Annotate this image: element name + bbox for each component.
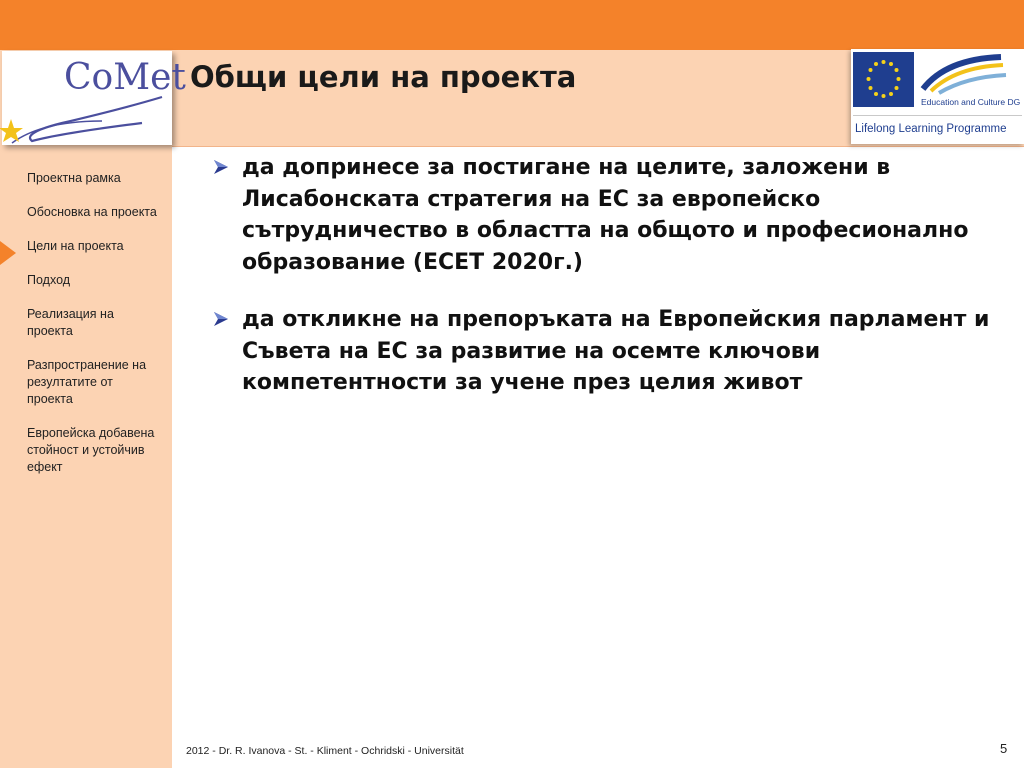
bullet-text: да допринесе за постигане на целите, заложени в Лисабонската стратегия на ЕС за европейско сътрудничество в областта на общото и професионално образование (ЕСЕТ 2020г.) bbox=[242, 155, 969, 275]
slide-content bbox=[212, 152, 1002, 425]
sidebar-item-label: Цели на проекта bbox=[27, 239, 124, 253]
sidebar-item-project-goals[interactable] bbox=[0, 238, 172, 255]
sidebar-item-rationale[interactable] bbox=[0, 204, 172, 221]
header-divider bbox=[172, 146, 1024, 147]
sidebar-item-approach[interactable] bbox=[0, 272, 172, 289]
dg-text: Education and Culture DG bbox=[921, 97, 1021, 107]
slide-title: Общи цели на проекта bbox=[190, 60, 577, 94]
arrow-bullet-icon bbox=[212, 158, 230, 176]
bullet-item bbox=[212, 152, 1002, 278]
bullet-text: да откликне на препоръката на Европейския парламент и Съвета на ЕС за развитие на осемте ключови компетентности за учене през целия живот bbox=[242, 307, 990, 395]
top-orange-bar bbox=[0, 0, 1024, 50]
sidebar-item-dissemination[interactable] bbox=[0, 357, 172, 408]
sidebar-item-label: Проектна рамка bbox=[27, 171, 121, 185]
active-arrow-icon bbox=[0, 241, 16, 265]
sidebar-item-label: Обосновка на проекта bbox=[27, 205, 157, 219]
sidebar-item-label: Подход bbox=[27, 273, 71, 287]
arrow-bullet-icon bbox=[212, 310, 230, 328]
programme-text: Lifelong Learning Programme bbox=[855, 123, 1007, 135]
sidebar-item-project-framework[interactable] bbox=[0, 170, 172, 187]
page-number: 5 bbox=[1000, 741, 1008, 756]
sidebar-nav bbox=[0, 170, 172, 476]
footer-text: 2012 - Dr. R. Ivanova - St. - Kliment - Ochridski - Universität bbox=[186, 745, 464, 757]
sidebar-item-label: Европейска добавена стойност и устойчив ефект bbox=[27, 426, 155, 474]
bullet-item bbox=[212, 304, 1002, 399]
comet-logo-text: CoMet bbox=[64, 57, 186, 98]
sidebar-item-implementation[interactable] bbox=[0, 306, 172, 340]
sidebar-item-label: Реализация на проекта bbox=[27, 307, 114, 338]
sidebar-item-european-value[interactable] bbox=[0, 425, 172, 476]
sidebar-item-label: Разпространение на резултатите от проекта bbox=[27, 358, 147, 406]
comet-logo bbox=[2, 51, 186, 145]
eu-programme-logo bbox=[851, 49, 1024, 144]
